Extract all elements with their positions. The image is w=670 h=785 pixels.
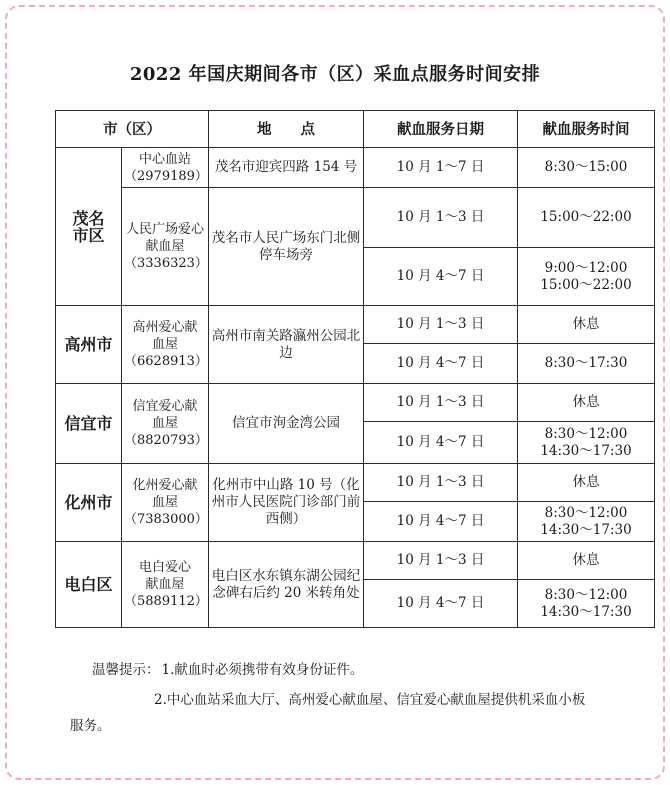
site-name: 电白爱心献血屋 （5889112）	[122, 542, 209, 628]
table-row	[56, 306, 655, 344]
site-name: 化州爱心献血屋 （7383000）	[122, 464, 209, 542]
site-location: 高州市南关路瀛州公园北边	[209, 306, 364, 384]
site-location: 化州市中山路 10 号（化州市人民医院门诊部门前西侧）	[209, 464, 364, 542]
service-time: 休息	[518, 542, 655, 580]
service-time: 8:30～15:00	[518, 148, 655, 188]
service-date: 10 月 1～3 日	[364, 464, 518, 502]
city-huazhou: 化州市	[56, 464, 122, 542]
service-time: 9:00～12:00 15:00～22:00	[518, 248, 655, 306]
notice-text-1: 1.献血时必须携带有效身份证件。	[161, 662, 364, 678]
page-title: 2022 年国庆期间各市（区）采血点服务时间安排	[129, 64, 541, 85]
service-time: 15:00～22:00	[518, 188, 655, 248]
site-location: 茂名市人民广场东门北侧停车场旁	[209, 188, 364, 306]
service-time: 8:30～12:00 14:30～17:30	[518, 580, 655, 628]
service-time: 8:30～12:00 14:30～17:30	[518, 422, 655, 464]
header-date: 献血服务日期	[364, 111, 518, 148]
notice-line-1	[92, 660, 363, 680]
city-xinyi: 信宜市	[56, 384, 122, 464]
service-date: 10 月 4～7 日	[364, 422, 518, 464]
site-name: 人民广场爱心献血屋 （3336323）	[122, 188, 209, 306]
notice-line-3: 服务。	[70, 718, 111, 734]
city-gaozhou: 高州市	[56, 306, 122, 384]
service-date: 10 月 4～7 日	[364, 344, 518, 384]
table-row	[56, 464, 655, 502]
service-date: 10 月 1～7 日	[364, 148, 518, 188]
header-city: 市（区）	[56, 111, 209, 148]
site-name: 中心血站 （2979189）	[122, 148, 209, 188]
service-date: 10 月 1～3 日	[364, 384, 518, 422]
table-row	[56, 148, 655, 188]
header-time: 献血服务时间	[518, 111, 655, 148]
service-date: 10 月 1～3 日	[364, 306, 518, 344]
table-row	[56, 188, 655, 248]
city-maoming: 茂名市区	[56, 148, 122, 306]
site-name: 信宜爱心献血屋 （8820793）	[122, 384, 209, 464]
service-time: 8:30～12:00 14:30～17:30	[518, 502, 655, 542]
city-dianbai: 电白区	[56, 542, 122, 628]
service-time: 休息	[518, 464, 655, 502]
notice-line-2: 2.中心血站采血大厅、高州爱心献血屋、信宜爱心献血屋提供机采血小板	[154, 692, 586, 708]
table-row	[56, 542, 655, 580]
table-header-row	[56, 111, 655, 148]
table-row	[56, 384, 655, 422]
service-time: 8:30～17:30	[518, 344, 655, 384]
schedule-table	[55, 110, 655, 628]
header-location: 地 点	[209, 111, 364, 148]
site-location: 信宜市洵金湾公园	[209, 384, 364, 464]
site-location: 电白区水东镇东湖公园纪念碑右后约 20 米转角处	[209, 542, 364, 628]
service-date: 10 月 1～3 日	[364, 188, 518, 248]
service-time: 休息	[518, 384, 655, 422]
notice-label: 温馨提示：	[92, 662, 160, 678]
service-time: 休息	[518, 306, 655, 344]
site-location: 茂名市迎宾四路 154 号	[209, 148, 364, 188]
service-date: 10 月 4～7 日	[364, 502, 518, 542]
service-date: 10 月 1～3 日	[364, 542, 518, 580]
service-date: 10 月 4～7 日	[364, 580, 518, 628]
site-name: 高州爱心献血屋 （6628913）	[122, 306, 209, 384]
service-date: 10 月 4～7 日	[364, 248, 518, 306]
